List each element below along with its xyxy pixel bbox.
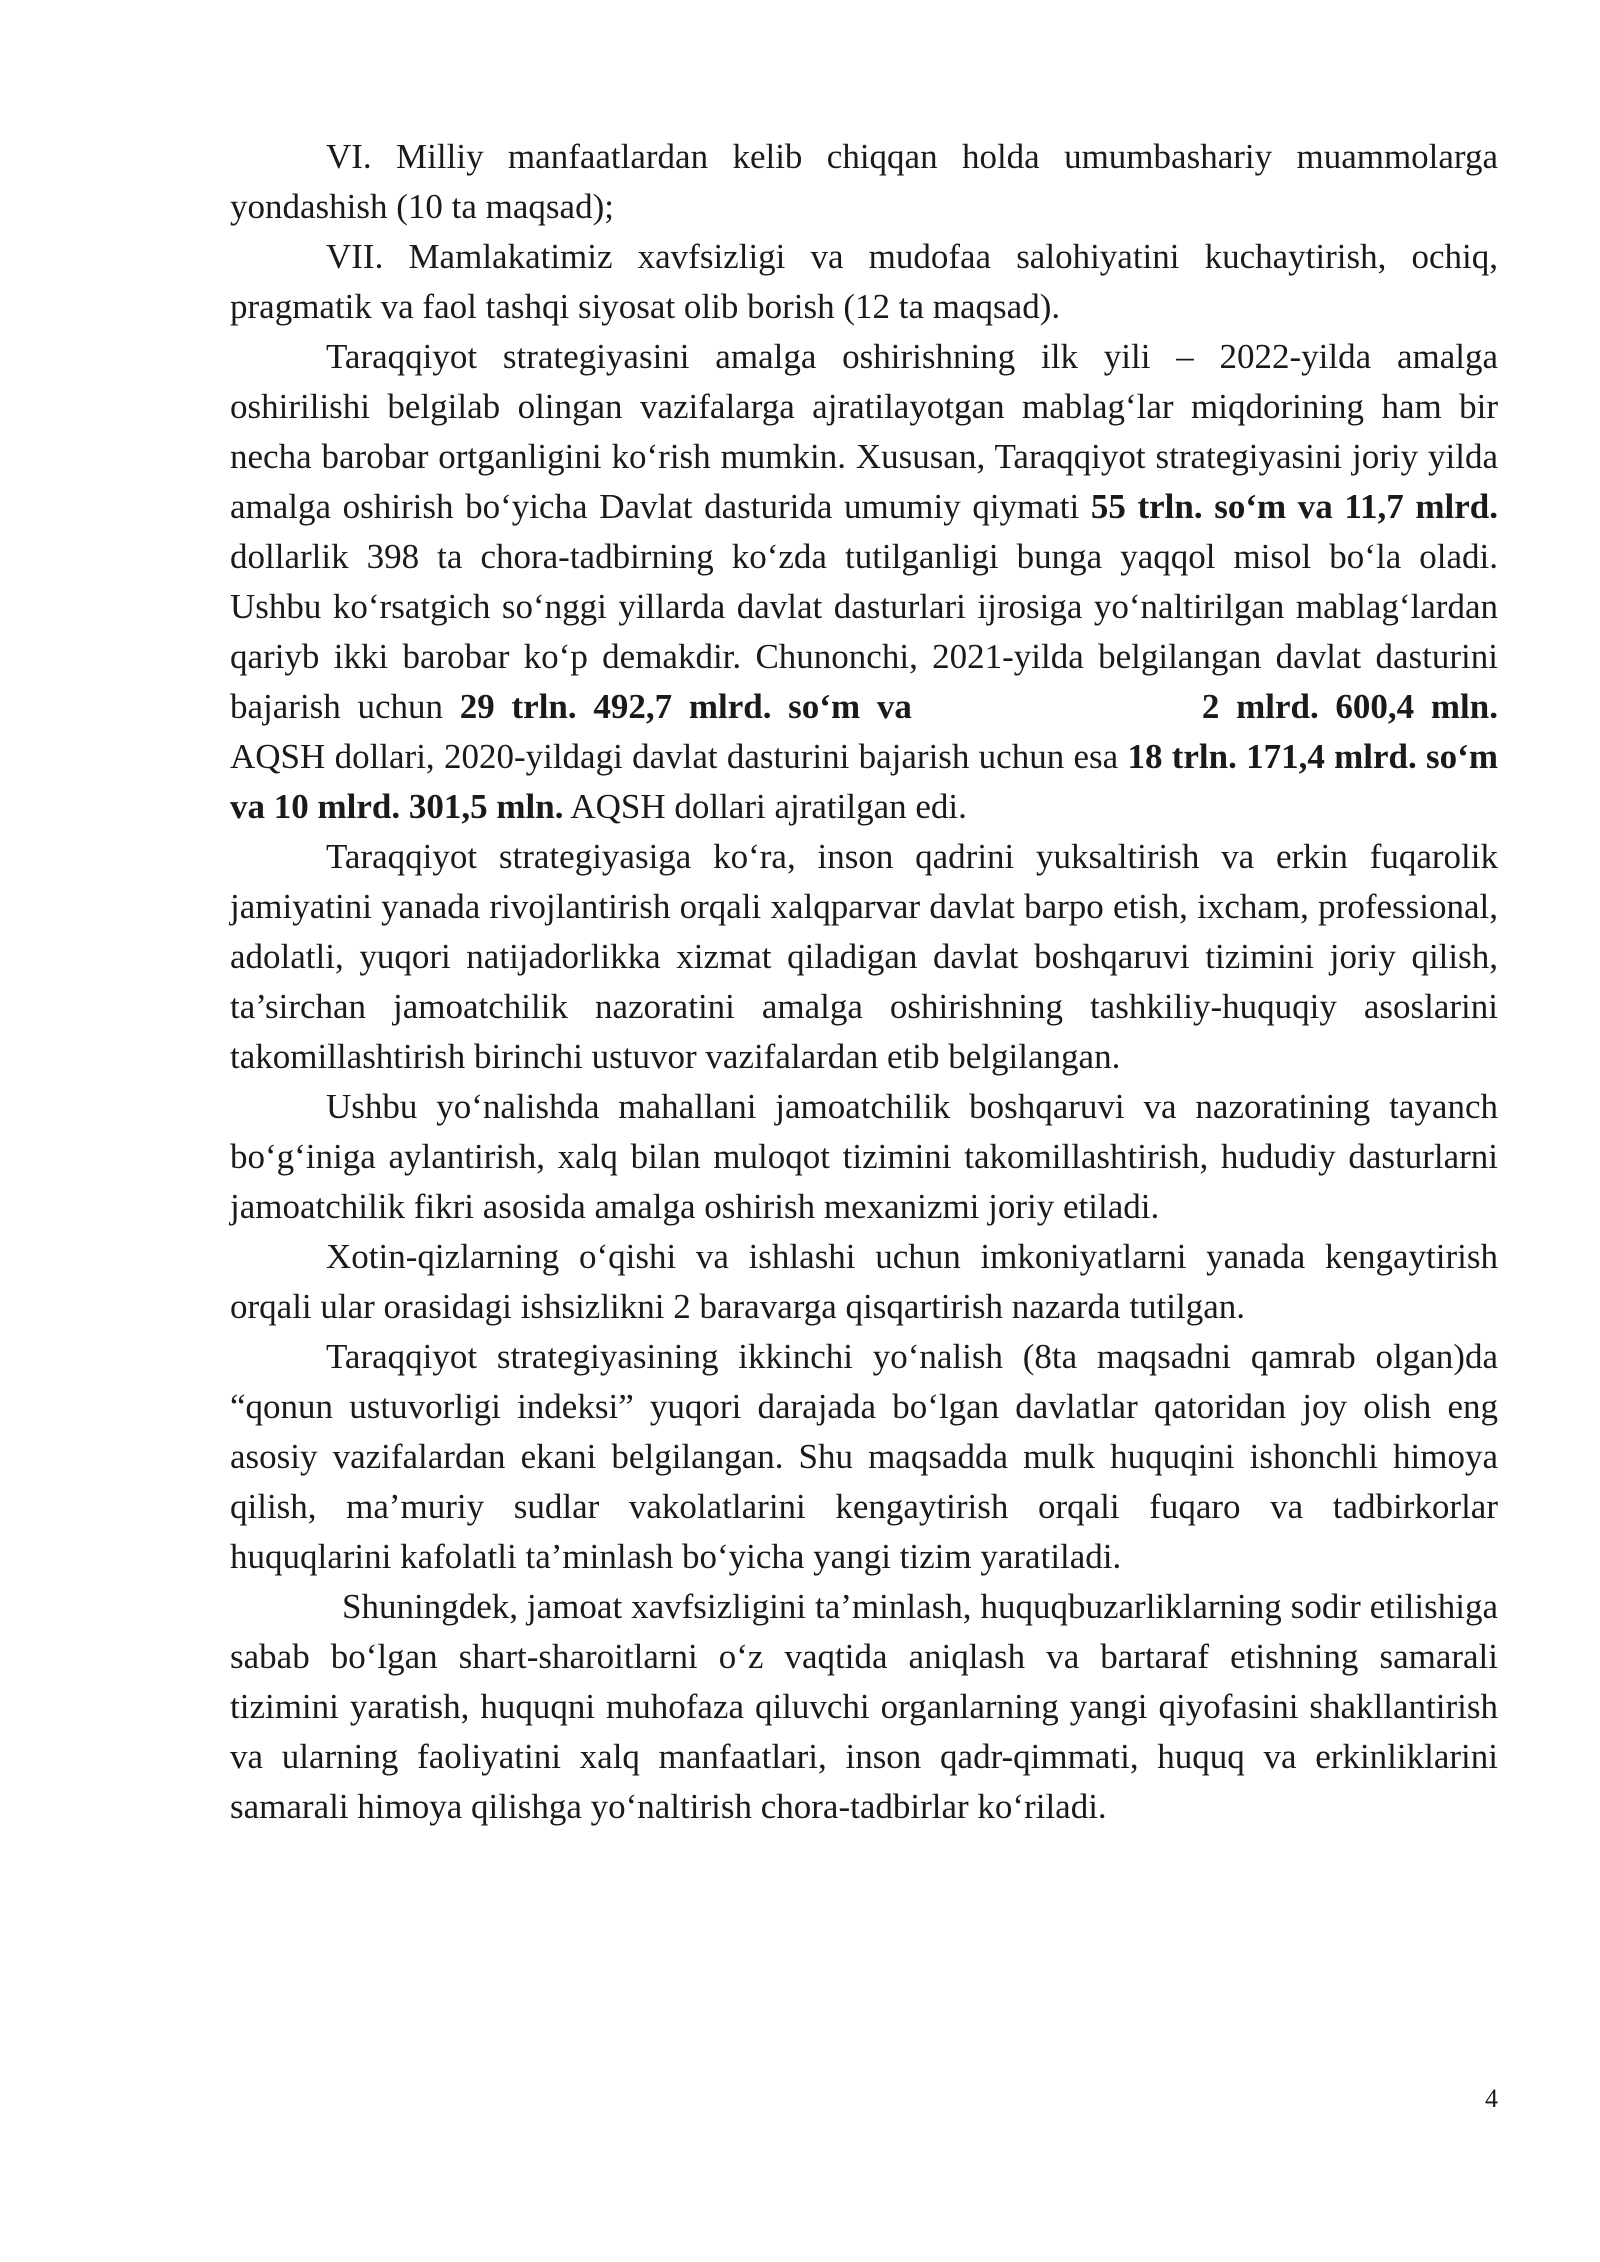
paragraph-mahalla: Ushbu yo‘nalishda mahallani jamoatchilik boshqaruvi va nazoratining tayanch bo‘g‘iniga aylantirish, xalq bilan muloqot tizimini takomillashtirish, hududiy dasturlarni jamoatchilik fikri asosida amalga oshirish mexanizmi joriy etiladi. — [230, 1087, 1498, 1226]
funding-amount-2020: 18 trln. 171,4 mlrd. so‘m va 10 mlrd. 301,5 mln. — [230, 737, 1498, 826]
page-number: 4 — [1485, 2084, 1498, 2113]
paragraph-first-priority: Taraqqiyot strategiyasiga ko‘ra, inson qadrini yuksaltirish va erkin fuqarolik jamiyatini yanada rivojlantirish orqali xalqparvar davlat barpo etish, ixcham, professional, adolatli, yuqori natijadorlikka xizmat qiladigan davlat boshqaruvi tizimini joriy qilish, ta’sirchan jamoatchilik nazoratini amalga oshirishning tashkiliy-huquqiy asoslarini takomillashtirish birinchi ustuvor vazifalardan etib belgilangan. — [230, 837, 1498, 1076]
funding-amount-2022: 55 trln. so‘m va 11,7 mlrd. — [1090, 487, 1498, 526]
funding-text-4: AQSH dollari ajratilgan edi. — [563, 787, 967, 826]
paragraph-rule-of-law: Taraqqiyot strategiyasining ikkinchi yo‘nalish (8ta maqsadni qamrab olgan)da “qonun ustuvorligi indeksi” yuqori darajada bo‘lgan davlatlar qatoridan joy olish eng asosiy vazifalardan ekani belgilangan. Shu maqsadda mulk huquqini ishonchli himoya qilish, ma’muriy sudlar vakolatlarini kengaytirish orqali fuqaro va tadbirkorlar huquqlarini kafolatli ta’minlash bo‘yicha yangi tizim yaratiladi. — [230, 1337, 1498, 1576]
funding-amount-2021-usd: 2 mlrd. 600,4 mln. — [1201, 687, 1498, 726]
document-page — [230, 132, 1498, 1832]
paragraph-goal-vi: VI. Milliy manfaatlardan kelib chiqqan holda umumbashariy muammolarga yondashish (10 ta maqsad); — [230, 137, 1498, 226]
funding-amount-2021-som: 29 trln. 492,7 mlrd. so‘m va — [459, 687, 912, 726]
paragraph-public-safety: Shuningdek, jamoat xavfsizligini ta’minlash, huquqbuzarliklarning sodir etilishiga sabab bo‘lgan shart-sharoitlarni o‘z vaqtida aniqlash va bartaraf etishning samarali tizimini yaratish, huquqni muhofaza qiluvchi organlarning yangi qiyofasini shakllantirish va ularning faoliyatini xalq manfaatlari, inson qadr-qimmati, huquq va erkinliklarini samarali himoya qilishga yo‘naltirish chora-tadbirlar ko‘riladi. — [230, 1587, 1498, 1826]
paragraph-goal-vii: VII. Mamlakatimiz xavfsizligi va mudofaa salohiyatini kuchaytirish, ochiq, pragmatik va faol tashqi siyosat olib borish (12 ta maqsad). — [230, 237, 1498, 326]
paragraph-funding — [230, 332, 1498, 832]
funding-text-2: dollarlik 398 ta chora-tadbirning ko‘zda tutilganligi bunga yaqqol misol bo‘la oladi. Ushbu ko‘rsatgich so‘nggi yillarda davlat dasturlari ijrosiga yo‘naltirilgan mablag‘lardan qariyb ikki barobar ko‘p demakdir. Chunonchi, 2021-yilda belgilangan davlat dasturini bajarish uchun — [230, 537, 1498, 726]
funding-text-1: Taraqqiyot strategiyasini amalga oshirishning ilk yili – 2022-yilda amalga oshirilishi belgilab olingan vazifalarga ajratilayotgan mablag‘lar miqdorining ham bir necha barobar ortganligini ko‘rish mumkin. Xususan, Taraqqiyot strategiyasini joriy yilda amalga oshirish bo‘yicha Davlat dasturida umumiy qiymati — [230, 337, 1498, 526]
funding-text-3: AQSH dollari, 2020-yildagi davlat dasturini bajarish uchun esa — [230, 737, 1128, 776]
paragraph-women: Xotin-qizlarning o‘qishi va ishlashi uchun imkoniyatlarni yanada kengaytirish orqali ular orasidagi ishsizlikni 2 baravarga qisqartirish nazarda tutilgan. — [230, 1237, 1498, 1326]
